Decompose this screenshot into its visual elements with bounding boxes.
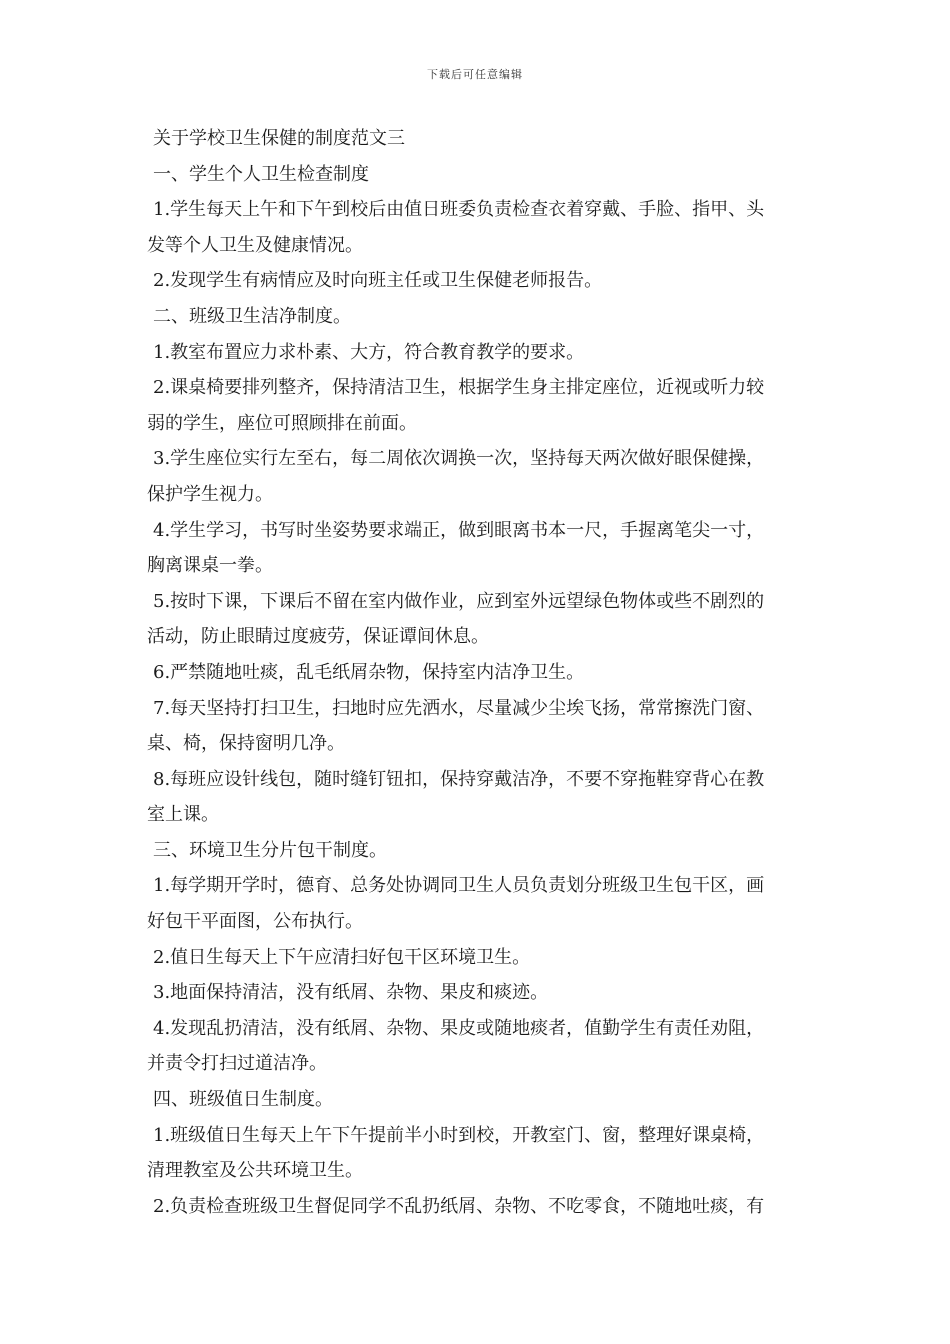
paragraph-line: 3.学生座位实行左至右，每二周依次调换一次，坚持每天两次做好眼保健操， [153, 448, 765, 470]
paragraph-line: 清理教室及公共环境卫生。 [147, 1160, 363, 1182]
paragraph-line: 保护学生视力。 [147, 483, 273, 505]
paragraph-line: 6.严禁随地吐痰，乱毛纸屑杂物，保持室内洁净卫生。 [153, 661, 585, 683]
paragraph-line: 发等个人卫生及健康情况。 [147, 234, 363, 256]
paragraph-line: 5.按时下课，下课后不留在室内做作业，应到室外远望绿色物体或些不剧烈的 [153, 590, 765, 612]
page-header-note: 下载后可任意编辑 [427, 68, 523, 81]
paragraph-line: 弱的学生，座位可照顾排在前面。 [147, 412, 417, 434]
section-heading: 二、班级卫生洁净制度。 [153, 305, 351, 327]
paragraph-line: 桌、椅，保持窗明几净。 [147, 733, 345, 755]
paragraph-line: 8.每班应设针线包，随时缝钉钮扣，保持穿戴洁净，不要不穿拖鞋穿背心在教 [153, 768, 765, 790]
paragraph-line: 4.发现乱扔清洁，没有纸屑、杂物、果皮或随地痰者，值勤学生有责任劝阻， [153, 1017, 765, 1039]
paragraph-line: 1.班级值日生每天上午下午提前半小时到校，开教室门、窗，整理好课桌椅， [153, 1124, 765, 1146]
paragraph-line: 2.发现学生有病情应及时向班主任或卫生保健老师报告。 [153, 270, 603, 292]
section-heading: 三、环境卫生分片包干制度。 [153, 839, 387, 861]
paragraph-line: 7.每天坚持打扫卫生，扫地时应先洒水，尽量减少尘埃飞扬，常常擦洗门窗、 [153, 697, 765, 719]
paragraph-line: 1.学生每天上午和下午到校后由值日班委负责检查衣着穿戴、手脸、指甲、头 [153, 199, 765, 221]
paragraph-line: 活动，防止眼睛过度疲劳，保证谭间休息。 [147, 626, 489, 648]
section-heading: 一、学生个人卫生检查制度 [153, 163, 369, 185]
document-title: 关于学校卫生保健的制度范文三 [153, 128, 405, 149]
paragraph-line: 1.教室布置应力求朴素、大方，符合教育教学的要求。 [153, 341, 585, 363]
paragraph-line: 2.负责检查班级卫生督促同学不乱扔纸屑、杂物、不吃零食，不随地吐痰，有 [153, 1195, 765, 1217]
paragraph-line: 2.值日生每天上下午应清扫好包干区环境卫生。 [153, 946, 531, 968]
section-heading: 四、班级值日生制度。 [153, 1089, 333, 1111]
paragraph-line: 1.每学期开学时，德育、总务处协调同卫生人员负责划分班级卫生包干区，画 [153, 875, 765, 897]
paragraph-line: 4.学生学习，书写时坐姿势要求端正，做到眼离书本一尺，手握离笔尖一寸， [153, 519, 765, 541]
paragraph-line: 胸离课桌一拳。 [147, 555, 273, 577]
paragraph-line: 好包干平面图，公布执行。 [147, 911, 363, 933]
paragraph-line: 并责令打扫过道洁净。 [147, 1053, 327, 1075]
paragraph-line: 2.课桌椅要排列整齐，保持清洁卫生，根据学生身主排定座位，近视或听力较 [153, 377, 765, 399]
paragraph-line: 室上课。 [147, 804, 219, 826]
document-body [147, 121, 812, 1224]
paragraph-line: 3.地面保持清洁，没有纸屑、杂物、果皮和痰迹。 [153, 982, 549, 1004]
